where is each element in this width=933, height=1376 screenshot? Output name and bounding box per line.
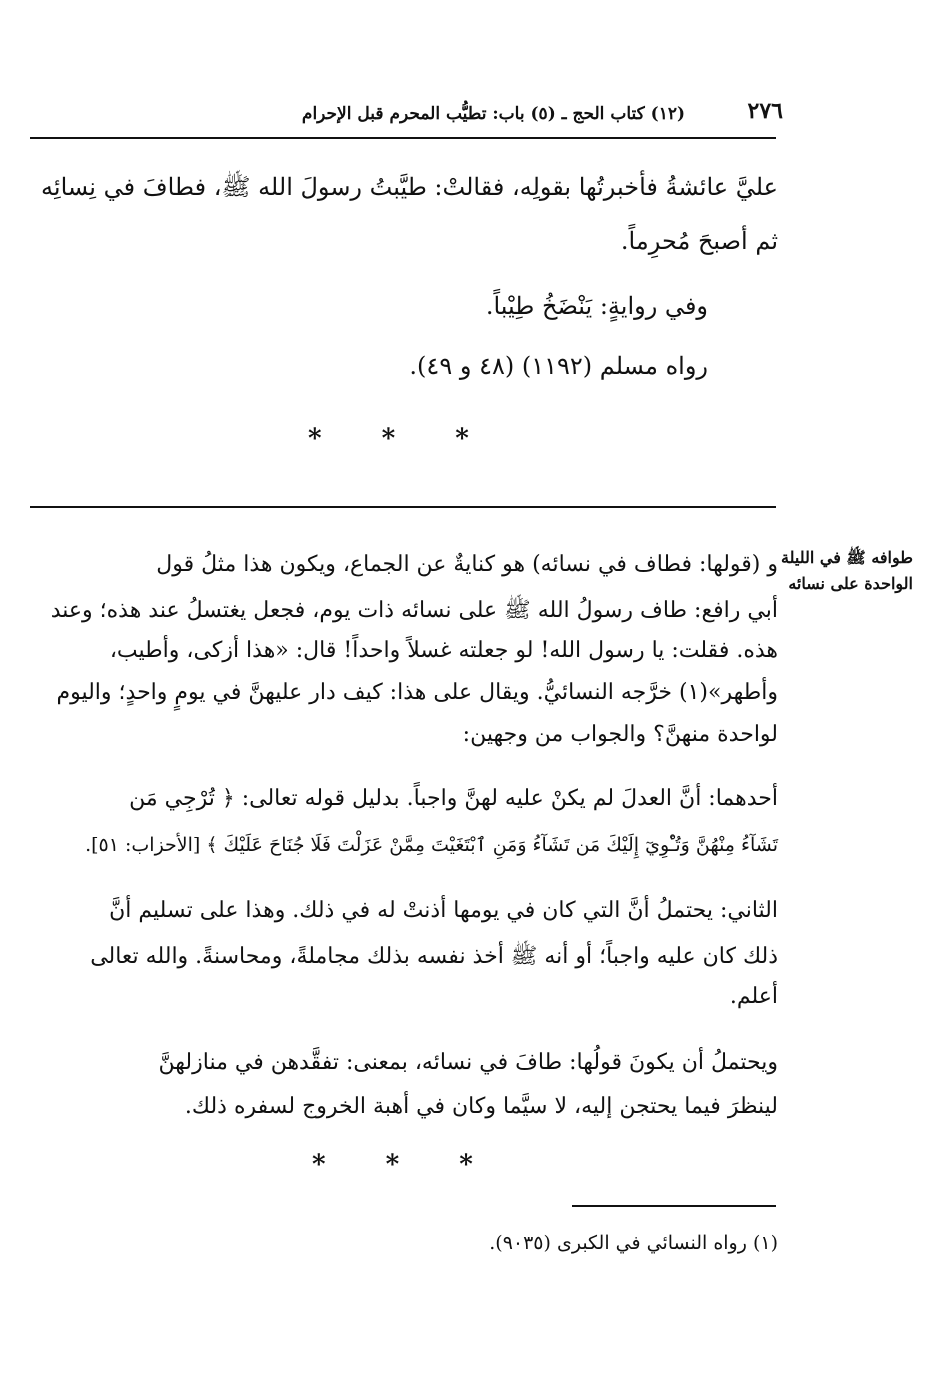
footnote: (١) رواه النسائي في الكبرى (٩٠٣٥). — [489, 1232, 778, 1254]
star-3: * — [459, 1150, 473, 1180]
commentary-p2-quran-verse: تَشَآءُ مِنْهُنَّ وَتُـْٔوِيٓ إِلَيْكَ مَن تَشَآءُ وَمَنِ ٱبْتَغَيْتَ مِمَّنْ عَزَلْتَ فَلَا جُنَاحَ عَلَيْكَ ﴾ [الأحزاب: ٥١]. — [85, 834, 778, 856]
commentary-p1-line-4: وأطهر»(١) خرَّجه النسائيُّ. ويقال على هذا: كيف دار عليهنَّ في يومٍ واحدٍ؛ واليوم — [56, 680, 778, 705]
margin-note: طوافه ﷺ في الليلة الواحدة على نسائه — [780, 548, 913, 593]
commentary-p3-line-3: أعلم. — [729, 984, 778, 1009]
hadith-line-1: عليَّ عائشةُ فأخبرتُها بقولِه، فقالتْ: طيَّبتُ رسولَ الله ﷺ، فطافَ في نِسائِه — [41, 173, 778, 201]
star-1: * — [312, 1150, 326, 1180]
commentary-p1-line-2: أبي رافع: طاف رسولُ الله ﷺ على نسائه ذات يوم، فجعل يغتسلُ عند هذه؛ وعند — [50, 598, 778, 623]
commentary-p1-line-5: لواحدة منهنَّ؟ والجواب من وجهين: — [462, 722, 778, 747]
hadith-source: رواه مسلم (١١٩٢) (٤٨ و ٤٩). — [409, 352, 708, 380]
commentary-p3-line-1: الثاني: يحتملُ أنَّ التي كان في يومها أذنتْ له في ذلك. وهذا على تسليم أنَّ — [109, 898, 778, 923]
commentary-p4-line-1: ويحتملُ أن يكونَ قولُها: طافَ في نسائه، بمعنى: تفقَّدهن في منازلهنَّ — [158, 1050, 778, 1075]
commentary-p1-line-1: و (قولها: فطاف في نسائه) هو كنايةٌ عن الجماع، ويكون هذا مثلُ قول — [156, 552, 778, 577]
section-separator-stars — [308, 424, 469, 454]
star-2: * — [385, 1150, 400, 1180]
page-number: ٢٧٦ — [747, 98, 783, 124]
end-separator-stars — [312, 1150, 473, 1180]
star-2: * — [381, 424, 396, 454]
commentary-p2-line-1: أحدهما: أنَّ العدلَ لم يكنْ عليه لهنَّ واجباً. بدليل قوله تعالى: ﴿ تُرْجِي مَن — [129, 786, 778, 811]
hadith-line-2: ثم أصبحَ مُحرِماً. — [620, 227, 778, 255]
header-rule — [30, 137, 776, 139]
footnote-rule — [572, 1205, 776, 1207]
star-3: * — [455, 424, 469, 454]
hadith-variant-narration: وفي روايةٍ: يَنْضَخُ طِيْباً. — [485, 292, 708, 320]
commentary-p3-line-2: ذلك كان عليه واجباً؛ أو أنه ﷺ أخذ نفسه بذلك مجاملةً، ومحاسنةً. والله تعالى — [90, 944, 778, 969]
running-header-title: (١٢) كتاب الحج ـ (٥) باب: تطيُّب المحرم قبل الإحرام — [301, 104, 685, 124]
star-1: * — [308, 424, 322, 454]
commentary-separator-rule — [30, 506, 776, 508]
commentary-p1-line-3: هذه. فقلت: يا رسول الله! لو جعلته غسلاً واحداً! قال: «هذا أزكى، وأطيب، — [109, 638, 778, 663]
commentary-p4-line-2: لينظرَ فيما يحتجن إليه، لا سيَّما وكان في أهبة الخروج لسفره ذلك. — [184, 1094, 778, 1119]
